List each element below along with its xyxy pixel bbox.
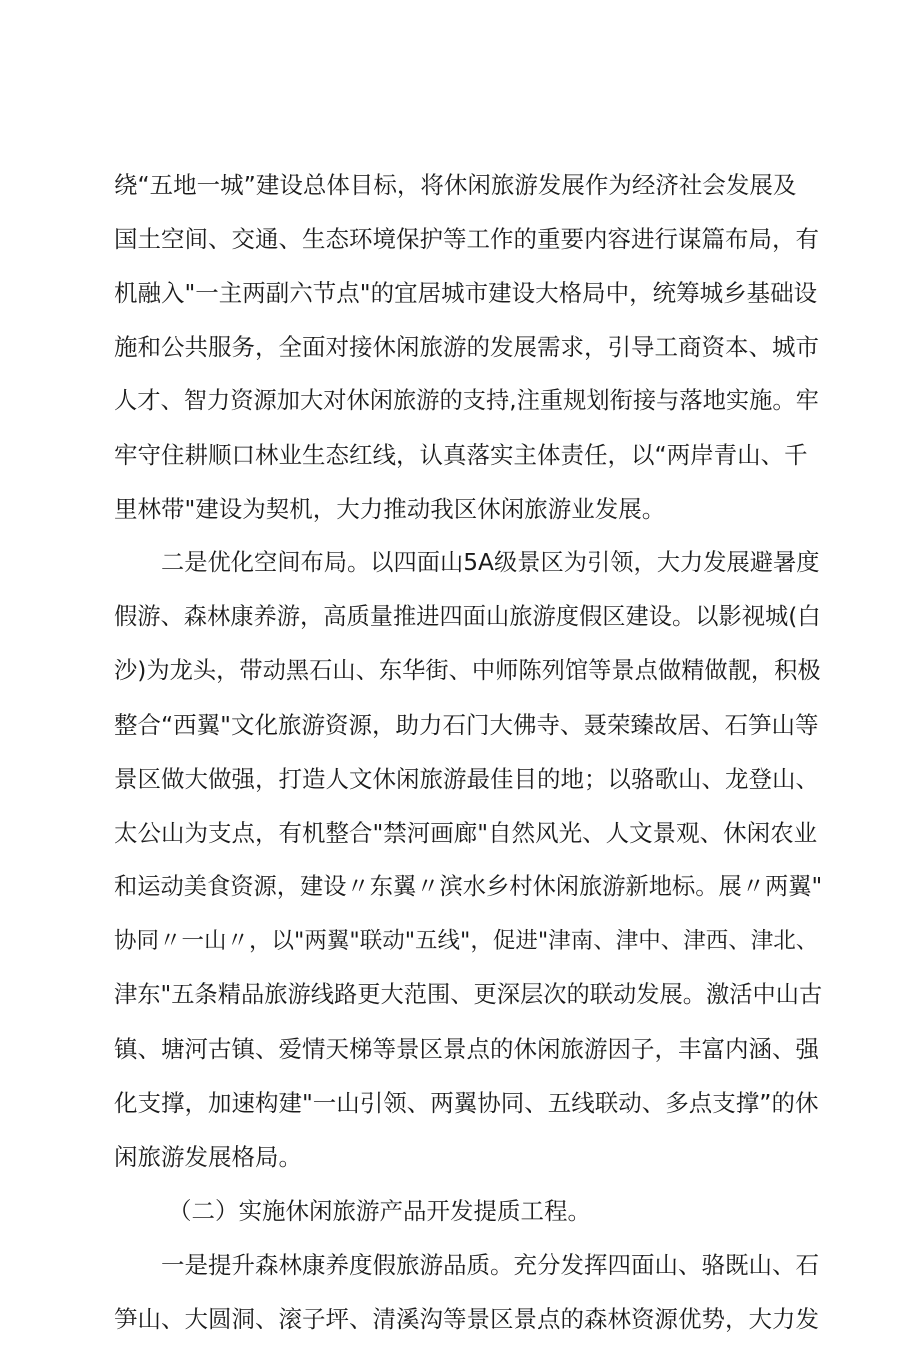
text-line: 太公山为支点，有机整合"禁河画廊"自然风光、人文景观、休闲农业 bbox=[114, 819, 818, 847]
document-body bbox=[114, 158, 824, 1346]
text-line: 闲旅游发展格局。 bbox=[114, 1143, 302, 1171]
section-heading: （二）实施休闲旅游产品开发提质工程。 bbox=[168, 1197, 591, 1225]
text-line: 机融入"一主两副六节点"的宜居城市建设大格局中，统筹城乡基础设 bbox=[114, 279, 818, 307]
text-line: 假游、森林康养游，高质量推进四面山旅游度假区建设。以影视城(白 bbox=[114, 603, 821, 630]
text-line: 牢守住耕顺口林业生态红线，认真落实主体责任，以“两岸青山、千 bbox=[114, 441, 808, 469]
paragraph-start-line: 二是优化空间布局。以四面山5A级景区为引领，大力发展避暑度 bbox=[161, 549, 820, 576]
text-line: 沙)为龙头，带动黑石山、东华街、中师陈列馆等景点做精做靓，积极 bbox=[114, 657, 821, 684]
text-line: 施和公共服务，全面对接休闲旅游的发展需求，引导工商资本、城市 bbox=[114, 333, 819, 361]
text-line: 镇、塘河古镇、爱情天梯等景区景点的休闲旅游因子，丰富内涵、强 bbox=[114, 1035, 819, 1063]
text-line: 化支撑，加速构建"一山引领、两翼协同、五线联动、多点支撑”的休 bbox=[114, 1089, 819, 1117]
text-line: 里林带"建设为契机，大力推动我区休闲旅游业发展。 bbox=[114, 495, 666, 523]
text-line: 笋山、大圆洞、滚子坪、清溪沟等景区景点的森林资源优势，大力发 bbox=[114, 1305, 819, 1333]
text-line: 和运动美食资源，建设〃东翼〃滨水乡村休闲旅游新地标。展〃两翼" bbox=[114, 873, 823, 900]
text-line: 绕“五地一城”建设总体目标，将休闲旅游发展作为经济社会发展及 bbox=[114, 171, 797, 199]
text-line: 津东"五条精品旅游线路更大范围、更深层次的联动发展。激活中山古 bbox=[114, 981, 823, 1008]
text-line: 国土空间、交通、生态环境保护等工作的重要内容进行谋篇布局，有 bbox=[114, 225, 819, 253]
text-line: 整合“西翼"文化旅游资源，助力石门大佛寺、聂荣臻故居、石笋山等 bbox=[114, 711, 819, 739]
text-line: 景区做大做强，打造人文休闲旅游最佳目的地；以骆歌山、龙登山、 bbox=[114, 765, 819, 793]
paragraph-start-line: 一是提升森林康养度假旅游品质。充分发挥四面山、骆既山、石 bbox=[161, 1251, 819, 1279]
text-line: 人才、智力资源加大对休闲旅游的支持,注重规划衔接与落地实施。牢 bbox=[114, 387, 819, 414]
text-line: 协同〃一山〃，以"两翼"联动"五线"，促进"津南、津中、津西、津北、 bbox=[114, 928, 819, 954]
